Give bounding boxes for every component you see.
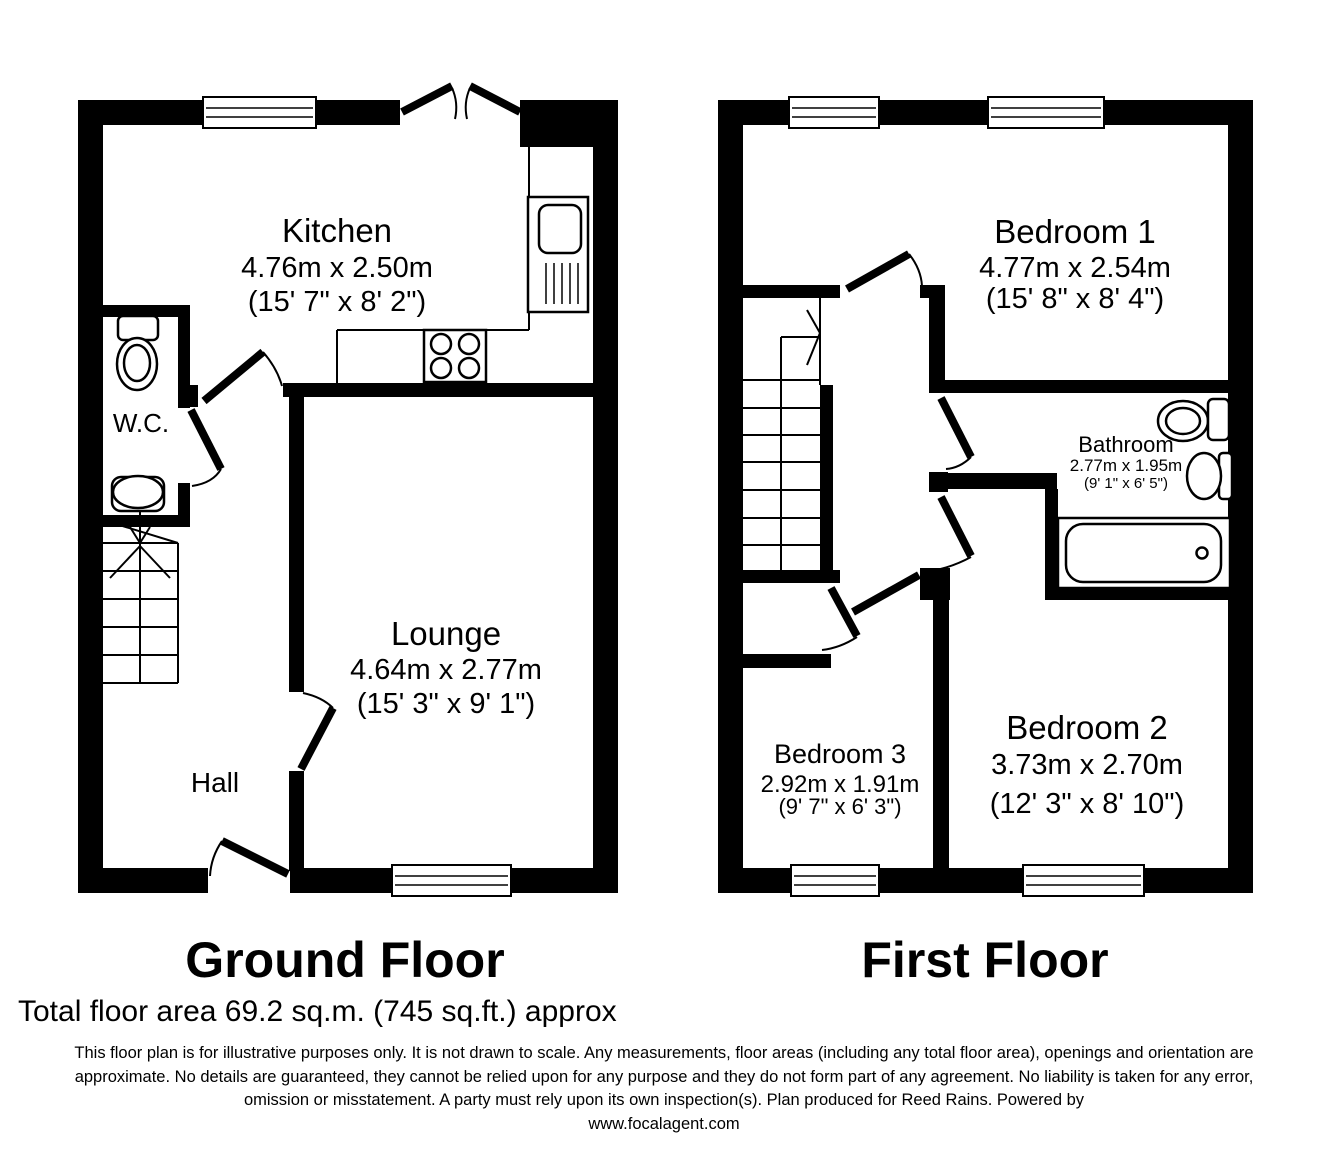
window-icon [791,865,879,896]
ground-floor-plan [78,86,618,988]
door-swing-icon [191,410,221,486]
bedroom1-dimensions-imperial: (15' 8" x 8' 4") [985,283,1165,315]
bedroom3-dimensions-imperial: (9' 7" x 6' 3") [778,794,902,819]
disclaimer-text: This floor plan is for illustrative purposes only. It is not drawn to scale. Any measurements, floor areas (including any total floor area), openings and orientation are approximate. No details are guaranteed, they cannot be relied upon for any purpose and they do not form part of any agreement. No liability is taken for any error, omission or misstatement. A party must rely upon its own inspection(s). Plan produced for Reed Rains. Powered by [74,1044,1254,1109]
staircase [743,298,820,570]
door-swing-icon [847,254,922,289]
bathroom-label: Bathroom [1078,432,1174,457]
lounge-dimensions-imperial: (15' 3" x 9' 1") [356,688,536,720]
window-icon [988,97,1104,128]
window-icon [392,865,511,896]
door-swing-icon [922,497,971,572]
basin-icon [112,476,164,511]
bedroom2-label: Bedroom 2 [1006,709,1168,746]
bedroom2-dimensions-imperial: (12' 3" x 8' 10") [989,788,1185,820]
kitchen-dimensions-metric: 4.76m x 2.50m [241,252,433,284]
toilet-icon [117,316,158,390]
bathroom-dimensions-imperial: (9' 1" x 6' 5") [1084,475,1168,492]
sink-icon [528,197,588,312]
bathroom-dimensions-metric: 2.77m x 1.95m [1069,456,1183,475]
hall-label: Hall [190,767,240,798]
window-icon [1023,865,1144,896]
total-floor-area: Total floor area 69.2 sq.m. (745 sq.ft.) approx [18,995,617,1028]
lounge-dimensions-metric: 4.64m x 2.77m [350,654,542,686]
interior-walls [78,305,593,871]
door-swing-icon [204,352,282,401]
bedroom1-label: Bedroom 1 [994,213,1156,250]
disclaimer [54,1042,1274,1136]
bedroom2-dimensions-metric: 3.73m x 2.70m [991,749,1183,781]
door-swing-icon [822,575,919,650]
lounge-label: Lounge [390,615,502,652]
ground-floor-title: Ground Floor [185,932,505,988]
door-swing-icon [301,693,333,769]
bedroom3-label: Bedroom 3 [773,739,907,769]
door-swing-icon [941,398,971,469]
first-floor-title: First Floor [861,932,1109,988]
wc-label: W.C. [112,408,170,438]
bedroom3-dimensions-metric: 2.92m x 1.91m [760,771,920,798]
bedroom1-dimensions-metric: 4.77m x 2.54m [979,252,1171,284]
window-icon [203,97,316,128]
bathtub-icon [1058,518,1230,588]
door-swing-icon [210,841,288,876]
staircase [103,506,178,683]
basin-icon [1187,453,1232,499]
hob-icon [424,330,486,382]
kitchen-dimensions-imperial: (15' 7" x 8' 2") [247,286,427,318]
kitchen-label: Kitchen [281,212,393,249]
window-icon [789,97,879,128]
double-door-swing-icon [402,86,520,119]
website-url: www.focalagent.com [588,1114,740,1133]
first-floor-plan [718,97,1253,988]
